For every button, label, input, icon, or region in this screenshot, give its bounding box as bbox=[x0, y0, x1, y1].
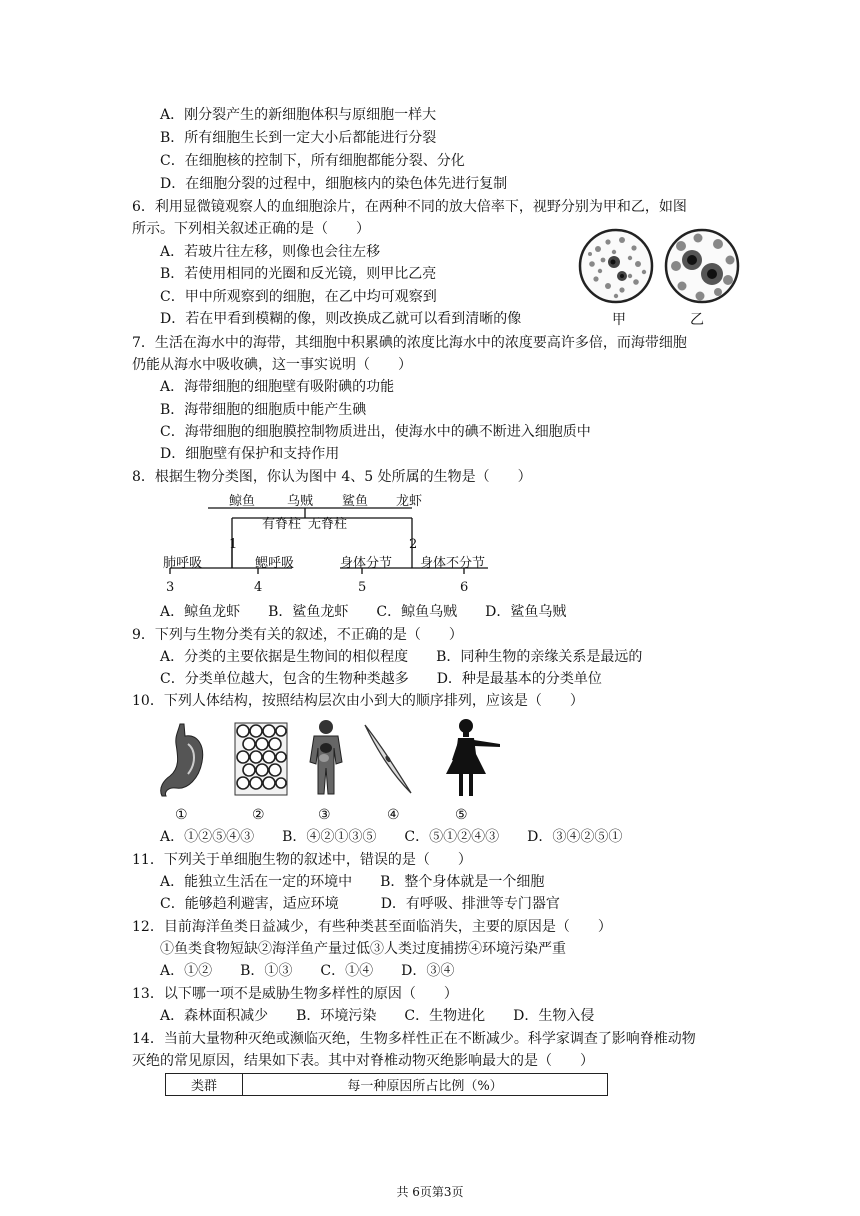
q7-stem-line2: 仍能从海水中吸收碘，这一事实说明（ ） bbox=[132, 357, 412, 373]
table-header-row bbox=[166, 1074, 608, 1096]
q10-options: A．①②⑤④③ B．④②①③⑤ C．⑤①②④③ D．③④②⑤① bbox=[160, 829, 623, 845]
tree-end-5: 5 bbox=[358, 580, 367, 595]
tree-leaf-segmented: 身体分节 bbox=[340, 556, 393, 571]
microscope-views-figure bbox=[578, 224, 742, 314]
q6-option-a: A．若玻片往左移，则像也会往左移 bbox=[160, 244, 381, 260]
q7-option-a: A．海带细胞的细胞壁有吸附碘的功能 bbox=[160, 379, 395, 395]
tree-top-shark: 鲨鱼 bbox=[342, 494, 369, 509]
tree-end-6: 6 bbox=[460, 580, 469, 595]
view-label-jia: 甲 bbox=[612, 312, 626, 328]
page-footer: 共 6页第3页 bbox=[396, 1185, 464, 1199]
q9-stem: 9．下列与生物分类有关的叙述，不正确的是（ ） bbox=[132, 627, 463, 643]
figure-label-5: ⑤ bbox=[455, 807, 468, 823]
q9-options-ab: A．分类的主要依据是生物间的相似程度 B．同种生物的亲缘关系是最远的 bbox=[160, 649, 643, 665]
q7-stem-line1: 7．生活在海水中的海带，其细胞中积累碘的浓度比海水中的浓度要高许多倍，而海带细胞 bbox=[132, 335, 687, 351]
tree-leaf-unsegmented: 身体不分节 bbox=[420, 556, 486, 571]
q7-option-d: D．细胞壁有保护和支持作用 bbox=[160, 446, 340, 462]
q12-options: A．①② B．①③ C．①④ D．③④ bbox=[160, 963, 455, 979]
figure-label-3: ③ bbox=[318, 807, 331, 823]
table-header-percent: 每一种原因所占比例（%） bbox=[243, 1074, 608, 1096]
tree-end-3: 3 bbox=[166, 580, 175, 595]
classification-tree-lines bbox=[150, 488, 510, 588]
q5-option-b: B．所有细胞生长到一定大小后都能进行分裂 bbox=[160, 130, 437, 146]
q12-statements: ①鱼类食物短缺②海洋鱼产量过低③人类过度捕捞④环境污染严重 bbox=[160, 941, 566, 957]
stomach-organ-image bbox=[158, 720, 208, 798]
tree-split-vertebrate: 有脊柱 bbox=[262, 517, 302, 532]
human-organ-system-image bbox=[302, 718, 350, 798]
q5-option-d: D．在细胞分裂的过程中，细胞核内的染色体先进行复制 bbox=[160, 176, 508, 192]
q6-option-b: B．若使用相同的光圈和反光镜，则甲比乙亮 bbox=[160, 266, 437, 282]
q7-option-b: B．海带细胞的细胞质中能产生碘 bbox=[160, 402, 367, 418]
tree-top-lobster: 龙虾 bbox=[396, 494, 423, 509]
q13-stem: 13．以下哪一项不是威胁生物多样性的原因（ ） bbox=[132, 986, 458, 1002]
q12-stem: 12．目前海洋鱼类日益减少，有些种类甚至面临消失，主要的原因是（ ） bbox=[132, 919, 612, 935]
view-label-yi: 乙 bbox=[690, 312, 704, 328]
q7-option-c: C．海带细胞的细胞膜控制物质进出，使海水中的碘不断进入细胞质中 bbox=[160, 424, 591, 440]
table-header-group: 类群 bbox=[166, 1074, 243, 1096]
extinction-causes-table bbox=[165, 1073, 608, 1096]
q14-stem-line2: 灭绝的常见原因，结果如下表。其中对脊椎动物灭绝影响最大的是（ ） bbox=[132, 1053, 594, 1069]
epithelial-tissue-image bbox=[234, 722, 288, 796]
muscle-cell-image bbox=[362, 722, 414, 796]
tree-split-invertebrate: 无脊柱 bbox=[308, 517, 348, 532]
q10-stem: 10．下列人体结构，按照结构层次由小到大的顺序排列，应该是（ ） bbox=[132, 693, 584, 709]
view-low-magnification bbox=[580, 230, 652, 302]
q6-stem-line1: 6．利用显微镜观察人的血细胞涂片，在两种不同的放大倍率下，视野分别为甲和乙，如图 bbox=[132, 199, 687, 215]
tree-top-whale: 鲸鱼 bbox=[229, 494, 256, 509]
human-body-image bbox=[446, 716, 504, 800]
q11-options-ab: A．能独立生活在一定的环境中 B．整个身体就是一个细胞 bbox=[160, 874, 545, 890]
figure-label-1: ① bbox=[175, 807, 188, 823]
figure-label-4: ④ bbox=[387, 807, 400, 823]
q6-option-c: C．甲中所观察到的细胞，在乙中均可观察到 bbox=[160, 289, 437, 305]
tree-leaf-lung: 肺呼吸 bbox=[163, 556, 203, 571]
figure-label-2: ② bbox=[252, 807, 265, 823]
tree-node-2: 2 bbox=[409, 537, 418, 552]
tree-top-squid: 乌贼 bbox=[287, 494, 314, 509]
q8-options: A．鲸鱼龙虾 B．鲨鱼龙虾 C．鲸鱼乌贼 D．鲨鱼乌贼 bbox=[160, 604, 567, 620]
tree-end-4: 4 bbox=[254, 580, 263, 595]
tree-leaf-gill: 鳃呼吸 bbox=[255, 556, 295, 571]
q5-option-c: C．在细胞核的控制下，所有细胞都能分裂、分化 bbox=[160, 153, 465, 169]
q14-stem-line1: 14．当前大量物种灭绝或濒临灭绝，生物多样性正在不断减少。科学家调查了影响脊椎动物 bbox=[132, 1031, 696, 1047]
q11-options-cd: C．能够趋利避害，适应环境 D．有呼吸、排泄等专门器官 bbox=[160, 896, 560, 912]
q8-stem: 8．根据生物分类图，你认为图中 4、5 处所属的生物是（ ） bbox=[132, 469, 532, 485]
q5-option-a: A．刚分裂产生的新细胞体积与原细胞一样大 bbox=[160, 107, 437, 123]
q13-options: A．森林面积减少 B．环境污染 C．生物进化 D．生物入侵 bbox=[160, 1008, 595, 1024]
q6-stem-line2: 所示。下列相关叙述正确的是（ ） bbox=[132, 221, 370, 237]
q6-option-d: D．若在甲看到模糊的像，则改换成乙就可以看到清晰的像 bbox=[160, 311, 522, 327]
view-high-magnification bbox=[666, 230, 738, 302]
q9-options-cd: C．分类单位越大，包含的生物种类越多 D．种是最基本的分类单位 bbox=[160, 671, 602, 687]
tree-node-1: 1 bbox=[229, 537, 238, 552]
q11-stem: 11．下列关于单细胞生物的叙述中，错误的是（ ） bbox=[132, 852, 472, 868]
